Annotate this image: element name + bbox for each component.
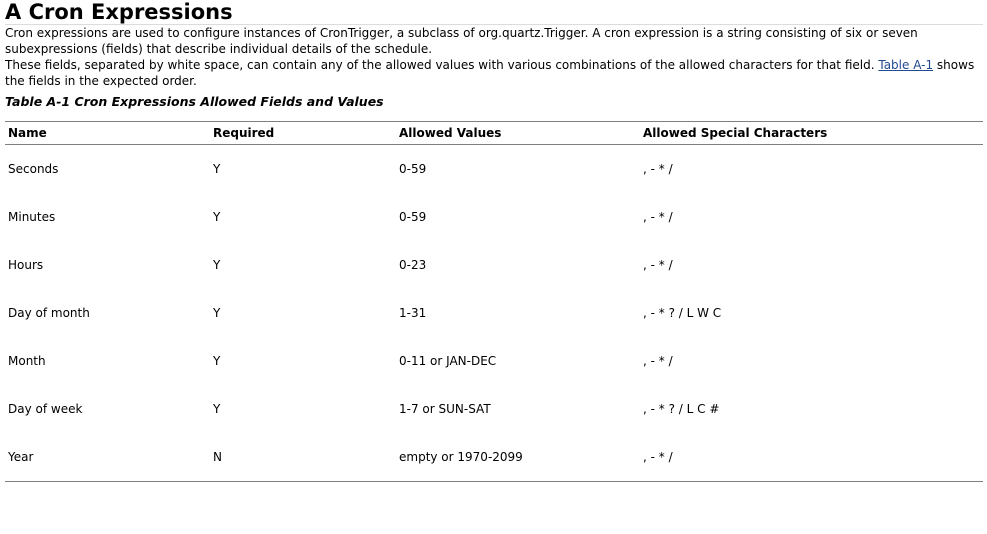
table-row: [5, 289, 983, 337]
document-page: [5, 0, 985, 482]
cell-name: Hours: [8, 258, 44, 272]
table-row: [5, 433, 983, 482]
table-header-row: [5, 122, 983, 145]
fields-paragraph-text-after: shows the fields in the expected order.: [5, 58, 975, 88]
cell-special-characters: , - * ? / L W C: [643, 306, 722, 320]
cell-special-characters: , - * /: [643, 354, 673, 368]
cell-name: Day of month: [8, 306, 90, 320]
cell-required: Y: [213, 354, 221, 368]
table-a1-link[interactable]: Table A-1: [878, 58, 934, 72]
cell-name: Minutes: [8, 210, 56, 224]
table-row: [5, 241, 983, 289]
fields-paragraph: [5, 57, 980, 89]
cell-allowed-values: 1-31: [399, 306, 427, 320]
cell-required: Y: [213, 258, 221, 272]
cell-required: Y: [213, 162, 221, 176]
table-caption: Table A-1 Cron Expressions Allowed Fields and Values: [5, 94, 384, 109]
cell-allowed-values: 0-11 or JAN-DEC: [399, 354, 497, 368]
cell-special-characters: , - * /: [643, 258, 673, 272]
table-row: [5, 145, 983, 194]
cell-special-characters: , - * /: [643, 210, 673, 224]
column-header-name: Name: [8, 126, 47, 140]
table-row: [5, 385, 983, 433]
cron-fields-table: [5, 121, 983, 482]
cell-special-characters: , - * /: [643, 450, 673, 464]
table-row: [5, 193, 983, 241]
column-header-special-characters: Allowed Special Characters: [643, 126, 828, 140]
page-title: A Cron Expressions: [5, 0, 233, 24]
cell-required: Y: [213, 210, 221, 224]
cell-name: Month: [8, 354, 46, 368]
fields-paragraph-text-before: These fields, separated by white space, can contain any of the allowed values with various combinations of the allowed characters for that field.: [5, 58, 879, 72]
cell-required: Y: [213, 306, 221, 320]
column-header-allowed-values: Allowed Values: [399, 126, 502, 140]
cell-name: Day of week: [8, 402, 83, 416]
table-row: [5, 337, 983, 385]
cell-required: Y: [213, 402, 221, 416]
column-header-required: Required: [213, 126, 275, 140]
intro-paragraph: Cron expressions are used to configure instances of CronTrigger, a subclass of org.quartz.Trigger. A cron expression is a string consisting of six or seven subexpressions (fields) that describe individual details of the schedule.: [5, 26, 918, 56]
cell-allowed-values: 0-59: [399, 210, 427, 224]
cell-allowed-values: empty or 1970-2099: [399, 450, 523, 464]
cell-allowed-values: 0-59: [399, 162, 427, 176]
cell-required: N: [213, 450, 222, 464]
cell-allowed-values: 1-7 or SUN-SAT: [399, 402, 491, 416]
cell-special-characters: , - * ? / L C #: [643, 402, 720, 416]
cell-name: Seconds: [8, 162, 59, 176]
cell-name: Year: [8, 450, 34, 464]
cell-special-characters: , - * /: [643, 162, 673, 176]
cell-allowed-values: 0-23: [399, 258, 427, 272]
